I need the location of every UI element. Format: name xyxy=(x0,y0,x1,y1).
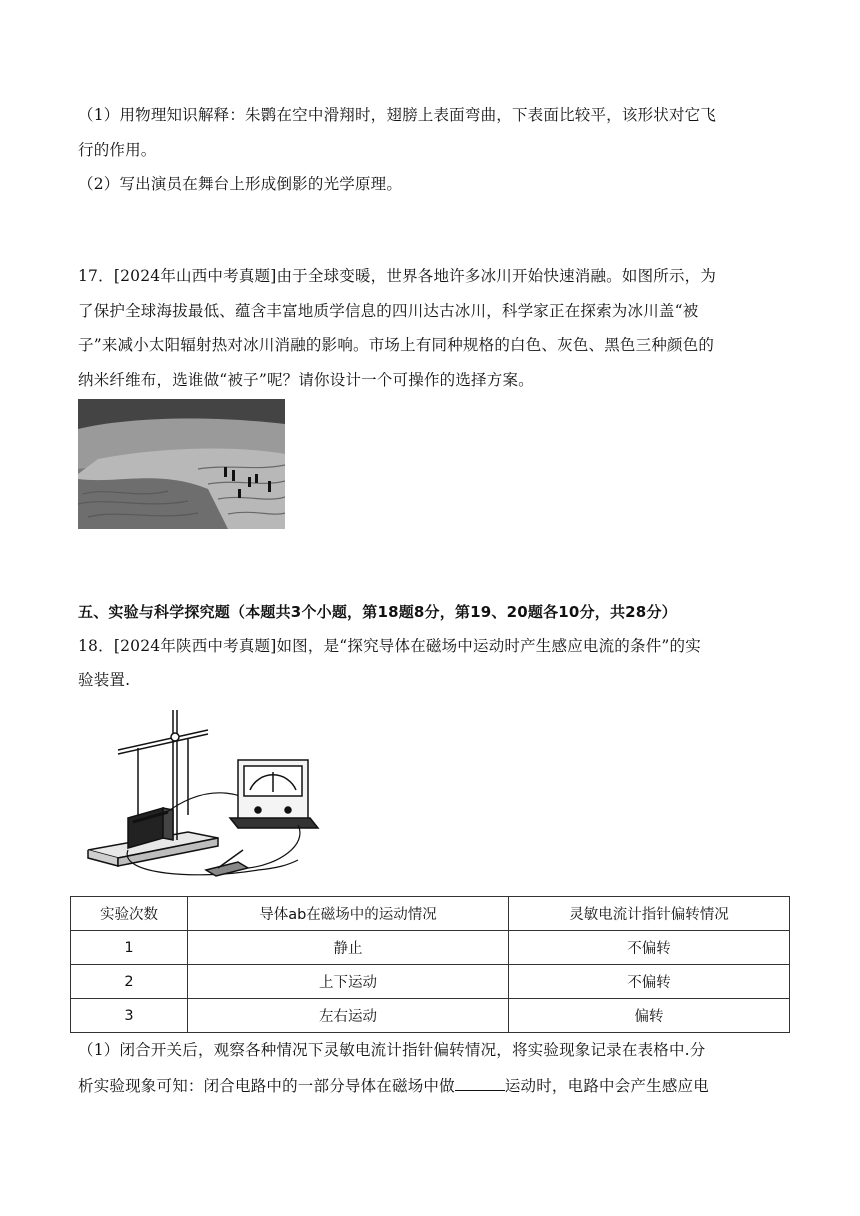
section5-heading: 五、实验与科学探究题（本题共3个小题，第18题8分，第19、20题各10分，共28分） xyxy=(78,603,677,621)
q18-sub1-line2 xyxy=(78,1074,709,1096)
table-cell: 不偏转 xyxy=(509,931,790,965)
table-cell: 上下运动 xyxy=(188,965,509,999)
q16-sub1-line2: 行的作用。 xyxy=(78,141,157,159)
table-row xyxy=(71,999,790,1033)
electromagnetic-induction-apparatus xyxy=(78,700,398,890)
table-cell: 1 xyxy=(71,931,188,965)
q18-line2: 验装置. xyxy=(78,671,131,689)
q16-sub2: （2）写出演员在舞台上形成倒影的光学原理。 xyxy=(78,175,403,193)
q17-line2: 了保护全球海拔最低、蕴含丰富地质学信息的四川达古冰川，科学家正在探索为冰川盖“被 xyxy=(78,302,699,320)
table-header-cell: 灵敏电流计指针偏转情况 xyxy=(509,897,790,931)
table-header-row xyxy=(71,897,790,931)
q18-sub1-line2-b: 运动时，电路中会产生感应电 xyxy=(504,1077,709,1095)
q17-line3: 子”来减小太阳辐射热对冰川消融的影响。市场上有同种规格的白色、灰色、黑色三种颜色的 xyxy=(78,336,715,354)
table-cell: 3 xyxy=(71,999,188,1033)
q18-sub1-line2-a: 析实验现象可知：闭合电路中的一部分导体在磁场中做 xyxy=(78,1077,455,1095)
table-header-cell: 实验次数 xyxy=(71,897,188,931)
table-cell: 不偏转 xyxy=(509,965,790,999)
table-row xyxy=(71,931,790,965)
q16-sub1-line1: （1）用物理知识解释：朱鹮在空中滑翔时，翅膀上表面弯曲，下表面比较平，该形状对它飞 xyxy=(78,106,717,124)
glacier-photo xyxy=(78,399,285,529)
table-cell: 左右运动 xyxy=(188,999,509,1033)
table-cell: 静止 xyxy=(188,931,509,965)
table-row xyxy=(71,965,790,999)
q18-sub1-line1: （1）闭合开关后，观察各种情况下灵敏电流计指针偏转情况，将实验现象记录在表格中.分 xyxy=(78,1041,706,1059)
q17-line1: 17．[2024年山西中考真题]由于全球变暖，世界各地许多冰川开始快速消融。如图所示，为 xyxy=(78,267,717,285)
table-cell: 2 xyxy=(71,965,188,999)
q17-line4: 纳米纤维布，选谁做“被子”呢？请你设计一个可操作的选择方案。 xyxy=(78,371,534,389)
table-cell: 偏转 xyxy=(509,999,790,1033)
table-header-cell: 导体ab在磁场中的运动情况 xyxy=(188,897,509,931)
experiment-table xyxy=(70,896,790,1033)
q18-line1: 18．[2024年陕西中考真题]如图，是“探究导体在磁场中运动时产生感应电流的条件”的实 xyxy=(78,637,701,655)
answer-blank[interactable] xyxy=(455,1074,505,1091)
